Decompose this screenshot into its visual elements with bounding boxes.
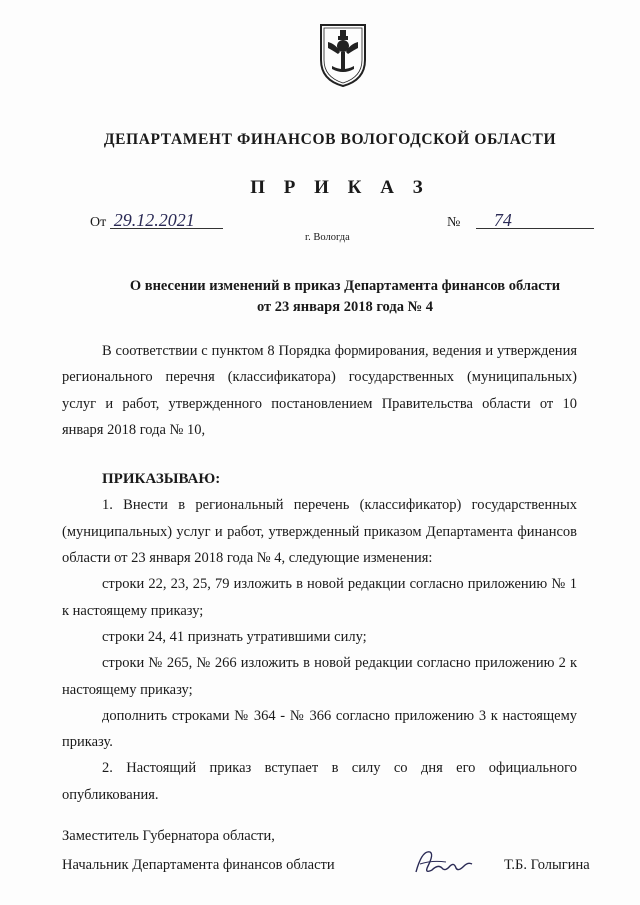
sub-item-1: строки 22, 23, 25, 79 изложить в новой редакции согласно приложению № 1 к настоящему приказу; (62, 576, 577, 619)
subject-heading (0, 276, 640, 318)
signer-name: Т.Б. Голыгина (504, 857, 590, 873)
date-label: От (90, 215, 107, 230)
signer-position-line-1: Заместитель Губернатора области, (62, 828, 275, 844)
department-heading: ДЕПАРТАМЕНТ ФИНАНСОВ ВОЛОГОДСКОЙ ОБЛАСТИ (103, 131, 557, 148)
city-label: г. Вологда (305, 232, 350, 243)
sub-item-4: дополнить строками № 364 - № 366 согласно приложению 3 к настоящему приказу. (62, 707, 577, 751)
coat-of-arms-emblem (318, 22, 368, 88)
order-word: ПРИКАЗЫВАЮ: (102, 471, 221, 488)
subject-line-2: от 23 января 2018 года № 4 (256, 299, 434, 315)
document-type-title: П Р И К А З (250, 177, 430, 198)
date-value: 29.12.2021 (110, 212, 223, 229)
sub-item-2: строки 24, 41 признать утратившими силу; (102, 628, 367, 645)
date-line (90, 212, 223, 231)
number-line (447, 212, 594, 231)
document-body (62, 338, 577, 808)
handwritten-signature (412, 846, 474, 878)
subject-line-1: О внесении изменений в приказ Департамента финансов области (129, 278, 561, 294)
number-value: 74 (476, 212, 594, 229)
sub-item-3: строки № 265, № 266 изложить в новой редакции согласно приложению 2 к настоящему приказу; (62, 655, 577, 698)
item-2-paragraph: 2. Настоящий приказ вступает в силу со дня его официального опубликования. (62, 760, 577, 803)
number-label: № (447, 215, 461, 230)
signer-position-line-2: Начальник Департамента финансов области (62, 857, 335, 873)
item-1-paragraph: 1. Внести в региональный перечень (классификатор) государственных (муниципальных) услуг и работ, утвержденный приказом Департамента финансов области от 23 января 2018 года № 4, следующие изменения: (62, 497, 577, 567)
preamble-paragraph: В соответствии с пунктом 8 Порядка формирования, ведения и утверждения регионального перечня (классификатора) государственных (муниципальных) услуг и работ, утвержденного постановлением Правительства области от 10 января 2018 года № 10, (62, 343, 577, 438)
